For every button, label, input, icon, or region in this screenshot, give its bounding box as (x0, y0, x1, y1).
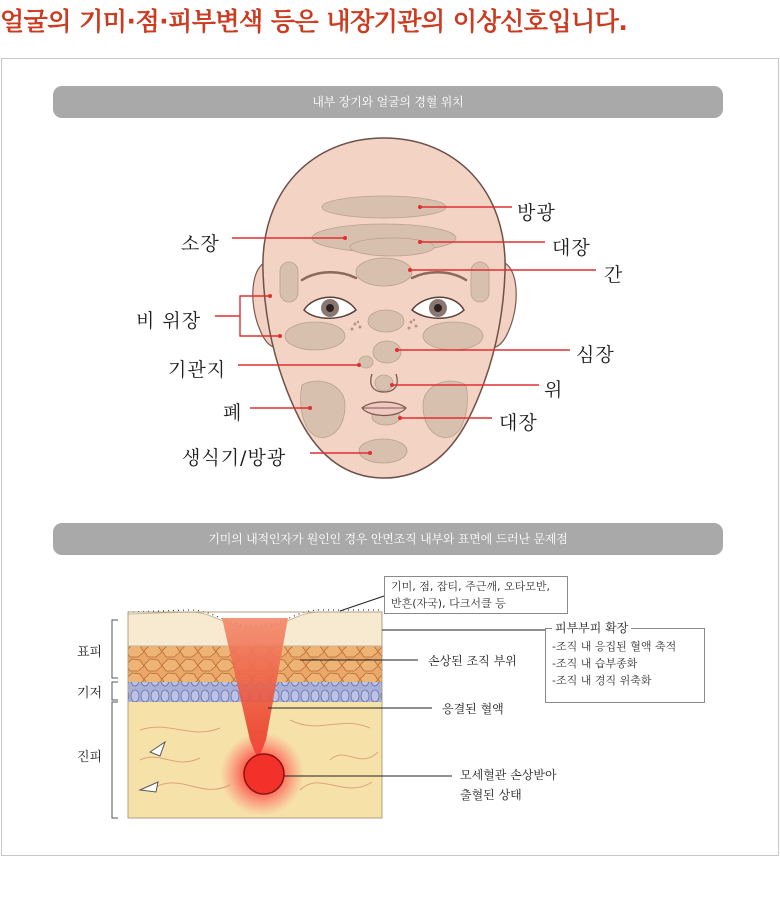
surface-issues-line1: 기미, 점, 잡티, 주근깨, 오타모반, (391, 580, 550, 593)
surface-issues-line2: 반흔(자국), 다크서클 등 (391, 597, 506, 610)
label-capillary-line2: 출혈된 상태 (460, 788, 522, 802)
zone-heart (373, 341, 401, 363)
label-coagulated-blood: 응결된 혈액 (442, 702, 504, 716)
volume-expansion-item-1: -조직 내 응집된 혈액 축적 (552, 640, 677, 653)
zone-temple-left (280, 262, 298, 302)
label-basal: 기저 (77, 686, 103, 701)
label-capillary-line1: 모세혈관 손상받아 (460, 768, 557, 782)
volume-expansion-title: 피부부피 확장 (552, 620, 631, 637)
zone-stomach (375, 375, 393, 391)
label-heart: 심장 (576, 344, 615, 366)
label-large-intestine-top: 대장 (552, 237, 591, 259)
label-bladder: 방광 (517, 202, 556, 224)
zone-reproductive (359, 439, 407, 463)
label-liver: 간 (604, 264, 624, 286)
headline: 얼굴의 기미·점·피부변색 등은 내장기관의 이상신호입니다. (0, 7, 628, 36)
mouth (362, 402, 406, 416)
label-reproductive-bladder: 생식기/방광 (182, 447, 287, 469)
section2-title-bar: 기미의 내적인자가 원인인 경우 안면조직 내부와 표면에 드러난 문제점 (53, 523, 723, 555)
zone-temple-right (471, 262, 489, 302)
label-bronchi: 기관지 (168, 359, 227, 381)
zone-bronchi (359, 356, 373, 368)
volume-expansion-item-3: -조직 내 경직 위축화 (552, 674, 652, 687)
label-lung: 폐 (223, 402, 243, 424)
label-large-intestine-mouth: 대장 (499, 412, 538, 434)
head (263, 138, 505, 478)
zone-nose-bridge (368, 310, 404, 332)
label-small-intestine: 소장 (181, 233, 220, 255)
surface-issues-box (384, 576, 568, 614)
label-damaged-tissue: 손상된 조직 부위 (428, 654, 517, 668)
label-dermis: 진피 (77, 750, 103, 765)
label-stomach: 위 (544, 379, 564, 401)
label-spleen-stomach: 비 위장 (136, 310, 202, 332)
volume-expansion-item-2: -조직 내 습부종화 (552, 657, 638, 670)
volume-expansion-box (545, 621, 705, 703)
section1-title-bar: 내부 장기와 얼굴의 경혈 위치 (53, 86, 723, 118)
zone-spleen-right (423, 322, 483, 350)
zone-liver (356, 258, 412, 286)
zone-spleen-left (285, 322, 345, 350)
label-epidermis: 표피 (77, 645, 103, 660)
